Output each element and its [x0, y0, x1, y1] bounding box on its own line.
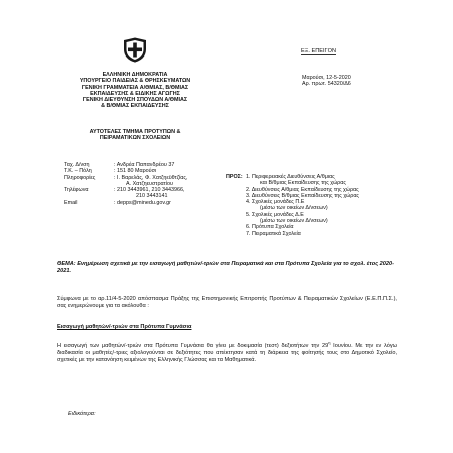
address-label: Ταχ. Δ/νση — [64, 162, 90, 168]
body-paragraph — [57, 339, 397, 365]
subject-line: ΘΕΜΑ: Ενημέρωση σχετικά με την εισαγωγή μαθητών/-τριών στα Πειραματικά και στα Πρότυπα Σχολεία για το σχολ. έτος 2020-2021. — [57, 261, 394, 275]
date-protocol-block — [302, 75, 351, 88]
header-line: ΓΕΝΙΚΗ ΓΡΑΜΜΑΤΕΙΑ Α/ΘΜΙΑΣ, Β/ΘΜΙΑΣ — [81, 84, 189, 91]
recipient-item: 6. Πρότυπα Σχολεία — [246, 224, 294, 231]
recipient-item: 3. Διευθύνσεις Β/θμιας Εκπαίδευσης της χώρας — [246, 192, 360, 199]
email-label: Email — [64, 199, 78, 206]
ordinal-superscript: η — [328, 340, 331, 345]
header-line: ΕΚΠΑΙΔΕΥΣΗΣ & ΕΙΔΙΚΗΣ ΑΓΩΓΗΣ — [90, 90, 180, 97]
contact-block — [64, 162, 188, 206]
header-line: & Β/ΘΜΙΑΣ ΕΚΠΑΙΔΕΥΣΗΣ — [101, 103, 169, 110]
address-value: : Ανδρέα Παπανδρέου 37 — [114, 162, 175, 168]
recipient-item: (μέσω των οικείων Δ/νσεων) — [260, 205, 328, 212]
date-line: Μαρούσι, 12-5-2020 — [302, 75, 351, 81]
recipient-item: 2. Διευθύνσεις Α/θμιας Εκπαίδευσης της χώρας — [246, 186, 359, 193]
intro-paragraph: Σύμφωνα με το αρ.11/4-5-2020 απόσπασμα Πράξης της Επιστημονικής Επιτροπής Προτύπων & Πειραματικών Σχολείων (Ε.Ε.Π.Π.Σ.), σας ενημερώνουμε για τα ακόλουθα : — [57, 296, 397, 310]
recipient-item: και Β/θμιας Εκπαίδευσης της χώρας — [260, 180, 346, 187]
info-label: Πληροφορίες — [64, 174, 96, 181]
recipient-item: 7. Πειραματικά Σχολεία — [246, 230, 301, 237]
header-line: ΕΛΛΗΝΙΚΗ ΔΗΜΟΚΡΑΤΙΑ — [102, 72, 168, 78]
recipient-item: 4. Σχολικές μονάδες Π.Ε — [246, 199, 305, 206]
greek-state-emblem-icon — [122, 37, 148, 63]
recipient-item: 5. Σχολικές μονάδες Δ.Ε — [246, 211, 304, 218]
body-text-end: Ιουνίου. Με την εν λόγω διαδικασία οι μαθητές/-τριες αξιολογούνται σε δεξιότητες που απέκτησαν κατά τη διάρκεια της φοίτησής τους στο Δημοτικό Σχολείο, σχετικές με την κατανόηση κειμένων της Ελληνικής Γλώσσας και τα Μαθηματικά. — [57, 342, 397, 364]
info-value: : Ι. Βαρελάς, Φ. Χατζηεϋθτζίας, — [114, 174, 188, 181]
city-value: : 151 80 Μαρούσι — [114, 168, 157, 175]
recipients-label: ΠΡΟΣ: — [226, 174, 243, 180]
urgency-marker: ΕΞ. ΕΠΕΙΓΟΝ — [301, 48, 337, 54]
phone-value-cont: 210 3443141 — [136, 193, 168, 200]
info-value-cont: Α. Χατζηευστρατίου — [126, 180, 173, 187]
city-label: Τ.Κ. – Πόλη — [64, 168, 92, 175]
phone-value: : 210 3443961, 210 3443966, — [114, 187, 185, 194]
section-heading: Εισαγωγή μαθητών/-τριών στα Πρότυπα Γυμνάσια — [57, 324, 192, 330]
department-line: ΠΕΙΡΑΜΑΤΙΚΩΝ ΣΧΟΛΕΙΩΝ — [99, 135, 171, 142]
email-value: : depps@minedu.gov.gr — [114, 199, 171, 206]
protocol-number: Αρ. πρωτ. 54320/Δ6 — [302, 81, 351, 88]
issuer-header — [62, 72, 208, 110]
recipient-item: 1. Περιφερειακές Διευθύνσεις Α/θμιας — [246, 174, 335, 180]
phone-label: Τηλέφωνα — [64, 187, 89, 194]
department-line: ΑΥΤΟΤΕΛΕΣ ΤΜΗΜΑ ΠΡΟΤΥΠΩΝ & — [89, 129, 181, 135]
department-header — [74, 129, 196, 142]
header-line: ΓΕΝΙΚΗ ΔΙΕΥΘΥΝΣΗ ΣΠΟΥΔΩΝ Α/ΘΜΙΑΣ — [82, 97, 188, 104]
recipients-list — [246, 174, 359, 237]
specifically-label: Ειδικότερα: — [68, 411, 96, 417]
body-text-start: Η εισαγωγή των μαθητών/-τριών στα Πρότυπα Γυμνάσια θα γίνει με δοκιμασία (τεστ) δεξιοτήτων την 29 — [57, 342, 329, 349]
recipient-item: (μέσω των οικείων Δ/νσεων) — [260, 218, 328, 225]
header-line: ΥΠΟΥΡΓΕΙΟ ΠΑΙΔΕΙΑΣ & ΘΡΗΣΚΕΥΜΑΤΩΝ — [79, 78, 191, 85]
